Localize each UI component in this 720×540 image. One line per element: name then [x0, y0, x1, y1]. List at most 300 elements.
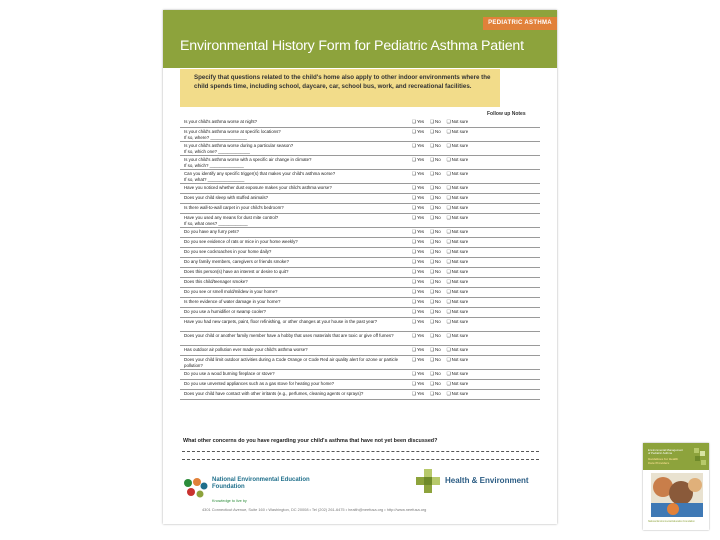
checkbox-icon: ❑ [430, 205, 435, 210]
checkbox-yes[interactable] [412, 129, 424, 135]
checkbox-yes[interactable] [412, 239, 424, 245]
option-label: No [435, 171, 441, 176]
checkbox-icon: ❑ [430, 185, 435, 190]
option-label: Yes [416, 119, 425, 124]
checkbox-icon: ❑ [412, 143, 416, 148]
checkbox-icon: ❑ [430, 347, 435, 352]
option-label: No [435, 299, 441, 304]
checkbox-icon: ❑ [446, 249, 451, 254]
option-label: No [435, 269, 441, 274]
checkbox-not-sure[interactable] [447, 259, 469, 265]
checkbox-no[interactable] [430, 289, 441, 295]
checkbox-no[interactable] [430, 309, 441, 315]
checkbox-icon: ❑ [412, 239, 416, 244]
checkbox-icon: ❑ [446, 157, 451, 162]
checkbox-icon: ❑ [430, 319, 435, 324]
checkbox-yes[interactable] [412, 333, 424, 339]
checkbox-no[interactable] [430, 239, 441, 245]
intro-text: Specify that questions related to the child's home also apply to other indoor environments where the child spends time, including school, daycare, car, school bus, work, and recreational facilities. [194, 74, 491, 90]
checkbox-no[interactable] [430, 391, 441, 397]
question-text: Have you used any means for dust mite control? If so, what ones? ____________ [184, 215, 279, 227]
answer-options [412, 157, 474, 163]
question-text: Does your child or another family member have a hobby that uses materials that are toxic or give off fumes? [184, 333, 394, 338]
option-label: No [435, 215, 441, 220]
option-label: Not sure [451, 129, 469, 134]
answer-options [412, 391, 474, 397]
checkbox-no[interactable] [430, 157, 441, 163]
checkbox-no[interactable] [430, 381, 441, 387]
checkbox-yes[interactable] [412, 143, 424, 149]
health-environment-name: Health & Environment [445, 476, 529, 485]
neef-tagline: Knowledge to live by [212, 499, 247, 503]
guidelines-thumbnail[interactable] [643, 443, 709, 530]
checkbox-icon: ❑ [412, 195, 416, 200]
checkbox-icon: ❑ [430, 215, 435, 220]
option-label: Not sure [451, 357, 469, 362]
question-text: Do you use a humidifier or swamp cooler? [184, 309, 266, 314]
option-label: Yes [416, 381, 425, 386]
answer-options [412, 171, 474, 177]
answer-options [412, 371, 474, 377]
option-label: No [435, 249, 441, 254]
option-label: Yes [416, 357, 425, 362]
checkbox-yes[interactable] [412, 309, 424, 315]
option-label: Not sure [451, 215, 469, 220]
checkbox-not-sure[interactable] [447, 309, 469, 315]
option-label: Not sure [451, 259, 469, 264]
checkbox-no[interactable] [430, 205, 441, 211]
option-label: Not sure [451, 269, 469, 274]
option-label: Not sure [451, 119, 469, 124]
option-label: No [435, 195, 441, 200]
neef-logo-icon [182, 477, 209, 499]
question-text: Is your child's asthma worse at specific locations? If so, where? _______________ [184, 129, 281, 141]
question-row [180, 318, 540, 332]
checkbox-yes[interactable] [412, 289, 424, 295]
checkbox-not-sure[interactable] [447, 185, 469, 191]
checkbox-icon: ❑ [446, 347, 451, 352]
option-label: Yes [416, 185, 425, 190]
answer-options [412, 195, 474, 201]
checkbox-no[interactable] [430, 347, 441, 353]
checkbox-icon: ❑ [446, 289, 451, 294]
option-label: No [435, 333, 441, 338]
answer-options [412, 269, 474, 275]
checkbox-no[interactable] [430, 319, 441, 325]
checkbox-not-sure[interactable] [447, 347, 469, 353]
children-photo-icon [651, 473, 703, 517]
question-row [180, 214, 540, 228]
option-label: Not sure [451, 249, 469, 254]
checkbox-yes[interactable] [412, 357, 424, 363]
checkbox-icon: ❑ [412, 319, 416, 324]
question-row [180, 346, 540, 356]
checkbox-icon: ❑ [446, 195, 451, 200]
question-row [180, 142, 540, 156]
option-label: Yes [416, 195, 425, 200]
checkbox-yes[interactable] [412, 269, 424, 275]
checkbox-yes[interactable] [412, 299, 424, 305]
question-row [180, 128, 540, 142]
option-label: Yes [416, 215, 425, 220]
option-label: Yes [416, 309, 425, 314]
checkbox-no[interactable] [430, 299, 441, 305]
checkbox-no[interactable] [430, 215, 441, 221]
checkbox-not-sure[interactable] [447, 381, 469, 387]
checkbox-icon: ❑ [446, 309, 451, 314]
question-text: Does this child/teenager smoke? [184, 279, 248, 284]
option-label: Not sure [451, 185, 469, 190]
question-text: Does your child sleep with stuffed animals? [184, 195, 269, 200]
checkbox-no[interactable] [430, 333, 441, 339]
followup-notes-header: Follow up Notes [487, 111, 526, 117]
checkbox-yes[interactable] [412, 319, 424, 325]
answer-options [412, 357, 474, 363]
question-row [180, 248, 540, 258]
option-label: No [435, 229, 441, 234]
checkbox-icon: ❑ [446, 119, 451, 124]
checkbox-icon: ❑ [446, 239, 451, 244]
option-label: Yes [416, 259, 425, 264]
question-row [180, 288, 540, 298]
checkbox-yes[interactable] [412, 215, 424, 221]
pediatric-asthma-tag: PEDIATRIC ASTHMA [483, 17, 557, 30]
question-text: Do you use unvented appliances such as a gas stove for heating your home? [184, 381, 335, 386]
question-row [180, 156, 540, 170]
checkbox-icon: ❑ [412, 381, 416, 386]
question-row [180, 258, 540, 268]
checkbox-icon: ❑ [446, 357, 451, 362]
checkbox-icon: ❑ [430, 279, 435, 284]
checkbox-icon: ❑ [430, 371, 435, 376]
question-text: Is there evidence of water damage in your home? [184, 299, 281, 304]
checkbox-icon: ❑ [412, 299, 416, 304]
checkbox-icon: ❑ [412, 371, 416, 376]
question-row [180, 170, 540, 184]
checkbox-yes[interactable] [412, 347, 424, 353]
option-label: No [435, 119, 441, 124]
thumbnail-pattern-icon [693, 447, 707, 469]
answer-options [412, 347, 474, 353]
checkbox-icon: ❑ [430, 289, 435, 294]
answer-options [412, 279, 474, 285]
checkbox-yes[interactable] [412, 279, 424, 285]
checkbox-icon: ❑ [446, 215, 451, 220]
checkbox-not-sure[interactable] [447, 119, 469, 125]
answer-options [412, 215, 474, 221]
checkbox-yes[interactable] [412, 259, 424, 265]
option-label: No [435, 381, 441, 386]
question-row [180, 332, 540, 346]
checkbox-icon: ❑ [446, 381, 451, 386]
checkbox-not-sure[interactable] [447, 195, 469, 201]
option-label: No [435, 259, 441, 264]
option-label: Not sure [451, 143, 469, 148]
question-row [180, 118, 540, 128]
question-row [180, 228, 540, 238]
checkbox-yes[interactable] [412, 381, 424, 387]
checkbox-not-sure[interactable] [447, 279, 469, 285]
checkbox-not-sure[interactable] [447, 319, 469, 325]
option-label: Not sure [451, 195, 469, 200]
checkbox-icon: ❑ [430, 299, 435, 304]
checkbox-not-sure[interactable] [447, 269, 469, 275]
checkbox-icon: ❑ [412, 333, 416, 338]
question-text: Is your child's asthma worse at night? [184, 119, 258, 124]
option-label: No [435, 157, 441, 162]
form-page [163, 10, 557, 524]
checkbox-yes[interactable] [412, 205, 424, 211]
checkbox-icon: ❑ [430, 391, 435, 396]
checkbox-not-sure[interactable] [447, 215, 469, 221]
checkbox-not-sure[interactable] [447, 357, 469, 363]
answer-options [412, 333, 474, 339]
question-text: Do any family members, caregivers or friends smoke? [184, 259, 289, 264]
question-text: Do you see or smell mold/mildew in your home? [184, 289, 278, 294]
checkbox-icon: ❑ [430, 229, 435, 234]
checkbox-icon: ❑ [430, 309, 435, 314]
answer-options [412, 185, 474, 191]
question-row [180, 184, 540, 194]
checkbox-icon: ❑ [446, 269, 451, 274]
checkbox-icon: ❑ [412, 157, 416, 162]
checkbox-yes[interactable] [412, 371, 424, 377]
option-label: Yes [416, 129, 425, 134]
checkbox-icon: ❑ [412, 249, 416, 254]
option-label: Not sure [451, 157, 469, 162]
option-label: Not sure [451, 371, 469, 376]
checkbox-yes[interactable] [412, 185, 424, 191]
answer-options [412, 319, 474, 325]
option-label: Yes [416, 249, 425, 254]
checkbox-icon: ❑ [412, 357, 416, 362]
question-row [180, 298, 540, 308]
checkbox-yes[interactable] [412, 195, 424, 201]
question-text: Do you use a wood burning fireplace or stove? [184, 371, 275, 376]
option-label: Not sure [451, 279, 469, 284]
option-label: Not sure [451, 205, 469, 210]
checkbox-not-sure[interactable] [447, 249, 469, 255]
checkbox-icon: ❑ [446, 259, 451, 264]
checkbox-icon: ❑ [446, 371, 451, 376]
checkbox-not-sure[interactable] [447, 129, 469, 135]
checkbox-no[interactable] [430, 279, 441, 285]
option-label: Yes [416, 391, 425, 396]
question-text: Have you noticed whether dust exposure makes your child's asthma worse? [184, 185, 332, 190]
checkbox-not-sure[interactable] [447, 333, 469, 339]
checkbox-icon: ❑ [446, 319, 451, 324]
checkbox-icon: ❑ [430, 269, 435, 274]
answer-options [412, 129, 474, 135]
answer-options [412, 229, 474, 235]
checkbox-no[interactable] [430, 371, 441, 377]
question-text: Has outdoor air pollution ever made your child's asthma worse? [184, 347, 308, 352]
option-label: Not sure [451, 171, 469, 176]
checkbox-no[interactable] [430, 229, 441, 235]
checkbox-no[interactable] [430, 129, 441, 135]
thumbnail-title: Environmental Management of Pediatric Asthma [648, 448, 683, 456]
question-row [180, 390, 540, 400]
checkbox-no[interactable] [430, 195, 441, 201]
option-label: Yes [416, 269, 425, 274]
checkbox-icon: ❑ [412, 215, 416, 220]
option-label: Not sure [451, 381, 469, 386]
checkbox-no[interactable] [430, 143, 441, 149]
option-label: No [435, 129, 441, 134]
checkbox-icon: ❑ [430, 143, 435, 148]
question-text: Do you see evidence of rats or mice in your home weekly? [184, 239, 298, 244]
question-text: Does your child have contact with other irritants (e.g., perfumes, cleaning agents or sprays)? [184, 391, 364, 396]
checkbox-icon: ❑ [446, 205, 451, 210]
option-label: Yes [416, 347, 425, 352]
checkbox-icon: ❑ [412, 309, 416, 314]
question-row [180, 194, 540, 204]
option-label: Not sure [451, 309, 469, 314]
question-text: Is your child's asthma worse with a specific air change in climate? If so, which? ______________ [184, 157, 312, 169]
question-row [180, 370, 540, 380]
checkbox-icon: ❑ [430, 249, 435, 254]
answer-options [412, 119, 474, 125]
answer-options [412, 381, 474, 387]
checkbox-no[interactable] [430, 269, 441, 275]
checkbox-yes[interactable] [412, 229, 424, 235]
checkbox-icon: ❑ [412, 289, 416, 294]
question-text: Do you have any furry pets? [184, 229, 239, 234]
option-label: No [435, 205, 441, 210]
checkbox-icon: ❑ [412, 119, 416, 124]
option-label: Yes [416, 299, 425, 304]
thumbnail-subtitle: Guidelines for Health Care Providers [648, 457, 679, 465]
footer-address: 4301 Connecticut Avenue, Suite 160 • Washington, DC 20008 • Tel (202) 261-6475 • health@neefusa.org • http://www.neefusa.org [202, 507, 427, 512]
question-text: Do you see cockroaches in your home daily? [184, 249, 272, 254]
checkbox-icon: ❑ [430, 157, 435, 162]
checkbox-icon: ❑ [446, 391, 451, 396]
open-question: What other concerns do you have regarding your child's asthma that have not yet been discussed? [183, 438, 438, 444]
checkbox-yes[interactable] [412, 391, 424, 397]
checkbox-no[interactable] [430, 259, 441, 265]
answer-options [412, 309, 474, 315]
checkbox-not-sure[interactable] [447, 289, 469, 295]
option-label: Yes [416, 371, 425, 376]
thumbnail-footer: National Environmental Education Foundation [648, 521, 695, 523]
option-label: No [435, 371, 441, 376]
checkbox-not-sure[interactable] [447, 299, 469, 305]
option-label: No [435, 347, 441, 352]
option-label: Yes [416, 143, 425, 148]
checkbox-yes[interactable] [412, 249, 424, 255]
question-row [180, 308, 540, 318]
answer-options [412, 249, 474, 255]
checkbox-not-sure[interactable] [447, 205, 469, 211]
option-label: Yes [416, 333, 425, 338]
option-label: No [435, 239, 441, 244]
question-row [180, 238, 540, 248]
question-text: Is there wall-to-wall carpet in your child's bedroom? [184, 205, 284, 210]
option-label: No [435, 319, 441, 324]
checkbox-icon: ❑ [430, 333, 435, 338]
option-label: Not sure [451, 391, 469, 396]
checkbox-icon: ❑ [412, 205, 416, 210]
checkbox-no[interactable] [430, 119, 441, 125]
checkbox-no[interactable] [430, 171, 441, 177]
checkbox-icon: ❑ [412, 129, 416, 134]
checkbox-no[interactable] [430, 249, 441, 255]
checkbox-icon: ❑ [430, 259, 435, 264]
checkbox-icon: ❑ [412, 279, 416, 284]
checkbox-not-sure[interactable] [447, 229, 469, 235]
checkbox-icon: ❑ [412, 259, 416, 264]
option-label: Yes [416, 279, 425, 284]
option-label: Yes [416, 157, 425, 162]
answer-line[interactable] [182, 451, 539, 452]
question-list [180, 118, 540, 400]
option-label: Yes [416, 289, 425, 294]
question-text: Can you identify any specific trigger(s) that makes your child's asthma worse? If so, what? _______________ [184, 171, 336, 183]
option-label: Not sure [451, 289, 469, 294]
checkbox-icon: ❑ [446, 129, 451, 134]
checkbox-icon: ❑ [412, 391, 416, 396]
checkbox-icon: ❑ [412, 347, 416, 352]
checkbox-no[interactable] [430, 185, 441, 191]
checkbox-not-sure[interactable] [447, 391, 469, 397]
answer-options [412, 205, 474, 211]
option-label: Not sure [451, 319, 469, 324]
question-row [180, 380, 540, 390]
checkbox-not-sure[interactable] [447, 143, 469, 149]
option-label: Yes [416, 319, 425, 324]
checkbox-not-sure[interactable] [447, 371, 469, 377]
checkbox-icon: ❑ [446, 185, 451, 190]
checkbox-icon: ❑ [446, 299, 451, 304]
answer-options [412, 289, 474, 295]
option-label: Yes [416, 229, 425, 234]
question-text: Is your child's asthma worse during a particular season? If so, which one? _____________ [184, 143, 294, 155]
answer-line[interactable] [182, 459, 539, 460]
checkbox-icon: ❑ [430, 171, 435, 176]
question-row [180, 356, 540, 370]
health-environment-logo-icon [416, 469, 440, 493]
question-text: Does your child limit outdoor activities during a Code Orange or Code Red air quality alert for ozone or particle pollution? [184, 357, 399, 369]
option-label: No [435, 289, 441, 294]
checkbox-not-sure[interactable] [447, 171, 469, 177]
option-label: Not sure [451, 333, 469, 338]
checkbox-yes[interactable] [412, 157, 424, 163]
option-label: Not sure [451, 229, 469, 234]
checkbox-icon: ❑ [412, 229, 416, 234]
checkbox-icon: ❑ [430, 129, 435, 134]
option-label: Not sure [451, 299, 469, 304]
question-text: Does this person(s) have an interest or desire to quit? [184, 269, 289, 274]
checkbox-not-sure[interactable] [447, 157, 469, 163]
question-text: Have you had new carpets, paint, floor refinishing, or other changes at your house in the past year? [184, 319, 378, 324]
checkbox-yes[interactable] [412, 119, 424, 125]
answer-options [412, 259, 474, 265]
option-label: No [435, 357, 441, 362]
checkbox-yes[interactable] [412, 171, 424, 177]
checkbox-icon: ❑ [430, 381, 435, 386]
checkbox-icon: ❑ [430, 195, 435, 200]
option-label: No [435, 309, 441, 314]
checkbox-not-sure[interactable] [447, 239, 469, 245]
option-label: No [435, 185, 441, 190]
checkbox-icon: ❑ [446, 333, 451, 338]
checkbox-icon: ❑ [446, 143, 451, 148]
option-label: Yes [416, 239, 425, 244]
option-label: No [435, 279, 441, 284]
checkbox-no[interactable] [430, 357, 441, 363]
question-row [180, 204, 540, 214]
question-row [180, 268, 540, 278]
